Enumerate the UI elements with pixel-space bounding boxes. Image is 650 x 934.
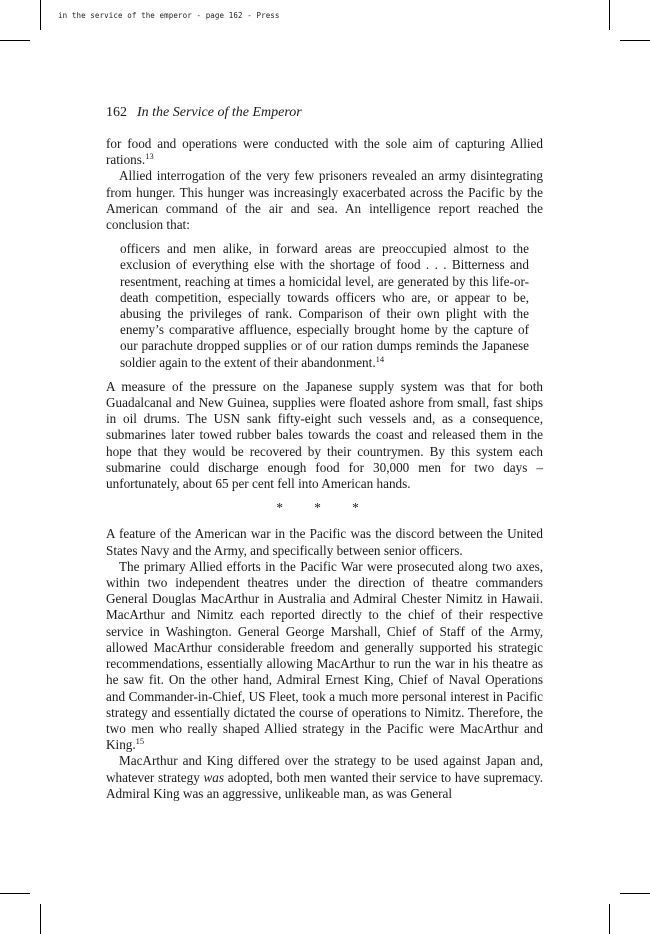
footnote-ref: 15 — [135, 736, 145, 747]
paragraph-text: MacArthur and King differed over the strategy to be used against Japan and, whatever strategy — [106, 753, 543, 785]
book-title: In the Service of the Emperor — [137, 105, 302, 120]
section-separator: * * * — [276, 500, 373, 516]
paragraph-text: The primary Allied efforts in the Pacific War were prosecuted along two axes, within two independent theatres under the direction of theatre commanders General Douglas MacArthur in Australia and Admiral Chester Nimitz in Hawaii. MacArthur and Nimitz each reported directly to the chief of their respective service in Washington. General George Marshall, Chief of Staff of the Army, allowed MacArthur considerable freedom and generally supported his strategic recommendations, essentially allowing MacArthur to run the war in his theatre as he saw fit. On the other hand, Admiral Ernest King, Chief of Naval Operations and Commander-in-Chief, US Fleet, took a much more personal interest in Pacific strategy and essentially dictated the course of operations to Nimitz. Therefore, the two men who really shaped Allied strategy in the Pacific were MacArthur and King. — [106, 558, 543, 753]
crop-mark — [620, 40, 650, 41]
crop-mark — [609, 904, 610, 934]
paragraph-text: for food and operations were conducted with the sole aim of capturing Allied rations. — [106, 136, 543, 168]
paragraph: A measure of the pressure on the Japanese supply system was that for both Guadalcanal and New Guinea, supplies were floated ashore from small, fast ships in oil drums. The USN sank fifty-eight such vessels and, as a consequence, submarines later towed rubber bales towards the coast and released them in the hope that they would be recovered by their countrymen. By this system each submarine could discharge enough food for 30,000 men for two days – unfortunately, about 65 per cent fell into American hands. — [106, 378, 543, 492]
print-slug: in the service of the emperor - page 162 - Press — [58, 11, 280, 20]
paragraph — [106, 136, 543, 168]
crop-mark — [609, 0, 610, 30]
paragraph: Allied interrogation of the very few prisoners revealed an army disintegrating from hunger. This hunger was increasingly exacerbated across the Pacific by the American command of the air and sea. An intelligence report reached the conclusion that: — [106, 168, 543, 233]
emphasis-text: was — [203, 769, 225, 785]
body-text — [106, 136, 543, 802]
running-head — [106, 105, 302, 121]
paragraph — [106, 559, 543, 753]
paragraph-text: adopted, both men wanted their service to have supremacy. Admiral King was an aggressive, unlikeable man, as was General — [106, 769, 543, 801]
footnote-ref: 13 — [145, 151, 154, 162]
crop-mark — [0, 40, 30, 41]
paragraph: A feature of the American war in the Pacific was the discord between the United States Navy and the Army, and specifically between senior officers. — [106, 526, 543, 558]
crop-mark — [40, 0, 41, 30]
page-number: 162 — [106, 105, 127, 120]
crop-mark — [40, 904, 41, 934]
block-quote — [120, 241, 529, 371]
footnote-ref: 14 — [375, 353, 385, 364]
crop-mark — [0, 893, 30, 894]
quote-text: officers and men alike, in forward areas are preoccupied almost to the exclusion of everything else with the shortage of food . . . Bitterness and resentment, reaching at times a homicidal level, are generated by this life-or-death competition, especially towards officers who are, or appear to be, abusing the privileges of rank. Comparison of their own plight with the enemy’s comparative affluence, especially brought home by the capture of our parachute dropped supplies or of our ration dumps reminds the Japanese soldier again to the extent of their abandonment. — [120, 241, 529, 370]
crop-mark — [620, 893, 650, 894]
paragraph — [106, 753, 543, 802]
